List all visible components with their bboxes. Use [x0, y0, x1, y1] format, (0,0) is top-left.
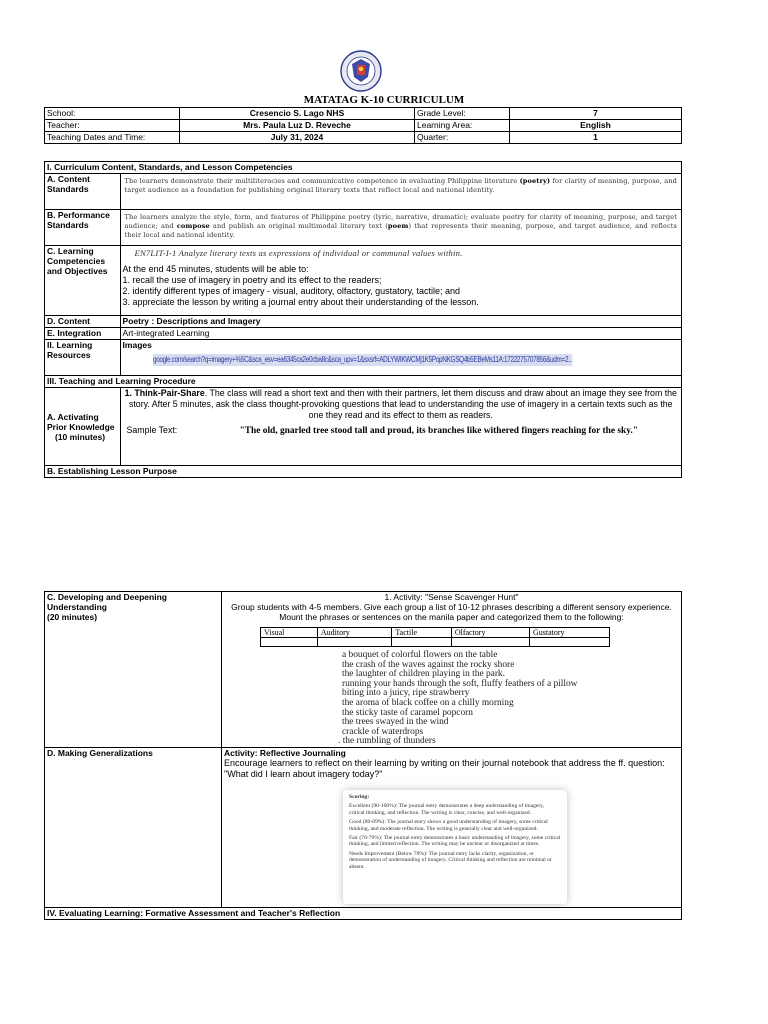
activating-label: A. Activating Prior Knowledge [47, 411, 115, 432]
scoring-fair: Fair (70-79%): The journal entry demonstrates a basic understanding of imagery, some critical thinking, and limited reflection. The writing may be unclear or disorganized at times. [349, 834, 561, 848]
area-value: English [510, 120, 682, 132]
objectives-intro: At the end 45 minutes, students will be able to: [122, 264, 309, 274]
content-label: D. Content [45, 316, 121, 328]
establishing-label: B. Establishing Lesson Purpose [45, 466, 682, 478]
list-item: the laughter of children playing in the park. [342, 669, 505, 680]
list-item: the crash of the waves against the rocky shore [342, 659, 515, 670]
school-value: Cresencio S. Lago NHS [180, 108, 415, 120]
generalizations-label: D. Making Generalizations [45, 747, 222, 907]
integration-label: E. Integration [45, 328, 121, 340]
school-label: School: [45, 108, 180, 120]
think-pair-share-text: 1. Think-Pair-Share. The class will read a short text and then with their partners, let them discuss and draw about an image they see from the story. After 5 minutes, ask the class thought-provoking questions that lead to understanding the use of imagery in a certain texts such as the one they read and its effect to them as readers. [124, 388, 677, 420]
list-item: . the rumbling of thunders [338, 736, 436, 747]
col-auditory: Auditory [317, 628, 391, 638]
deped-seal-icon [340, 50, 382, 92]
list-item: crackle of waterdrops [342, 726, 424, 737]
dates-label: Teaching Dates and Time: [45, 132, 180, 144]
resources-value: Images [122, 340, 152, 350]
content-value: Poetry : Descriptions and Imagery [120, 316, 681, 328]
scoring-title: Scoring: [349, 793, 370, 800]
page-title: MATATAG K-10 CURRICULUM [303, 94, 465, 106]
col-visual: Visual [261, 628, 318, 638]
phrase-list [338, 650, 679, 747]
scoring-needs-improvement: Needs Improvement (Below 70%): The journal entry lacks clarity, organization, or demonstration of understanding of imagery. Critical thinking and reflection are minimal or absent. [349, 850, 552, 870]
sample-text-row [123, 425, 679, 437]
journaling-desc: Encourage learners to reflect on their learning by writing on their journal notebook that address the ff. question: "What did I learn about imagery today?" [224, 757, 665, 779]
scoring-good: Good (80-89%): The journal entry shows a good understanding of imagery, some critical thinking, and moderate reflection. The writing is generally clear and well-organized. [349, 819, 548, 832]
section-3-heading: III. Teaching and Learning Procedure [45, 376, 682, 388]
journaling-title: Activity: Reflective Journaling [224, 747, 346, 758]
resources-link[interactable]: google.com/search?q=imagery+%5C&sca_esv=ea6345ca2e0cba8c&sca_upv=1&sxsrf=ADLYWIKWCMj1K5PopNKGSQ4b5EBeMs11A:1722275707856&udm=2... [152, 355, 573, 364]
objective-2: 2. identify different types of imagery - visual, auditory, olfactory, gustatory, tactile; and [122, 286, 461, 296]
activating-cell [120, 388, 681, 466]
developing-time: (20 minutes) [47, 612, 98, 622]
grade-label: Grade Level: [415, 108, 510, 120]
scavenger-title: 1. Activity: "Sense Scavenger Hunt" [384, 592, 519, 602]
area-label: Learning Area: [415, 120, 510, 132]
content-standards-label: A. Content Standards [45, 174, 121, 210]
sense-category-table [260, 627, 610, 647]
dates-value: July 31, 2024 [180, 132, 415, 144]
developing-label: C. Developing and Deepening Understanding [47, 592, 167, 612]
lesson-table-top [44, 161, 682, 478]
quarter-label: Quarter: [415, 132, 510, 144]
sample-label: Sample Text: [126, 425, 178, 435]
objective-3: 3. appreciate the lesson by writing a journal entry about their understanding of the lesson. [122, 297, 479, 307]
scoring-rubric-card [343, 790, 567, 904]
section-4-heading: IV. Evaluating Learning: Formative Assessment and Teacher's Reflection [45, 907, 682, 919]
teacher-value: Mrs. Paula Luz D. Reveche [180, 120, 415, 132]
competencies-label: C. Learning Competencies and Objectives [45, 246, 121, 316]
objective-1: 1. recall the use of imagery in poetry and its effect to the readers; [122, 275, 382, 285]
list-item: biting into a juicy, ripe strawberry [342, 688, 470, 699]
sample-text: "The old, gnarled tree stood tall and proud, its branches like withered fingers reaching for the sky." [239, 426, 638, 436]
resources-label: II. Learning Resources [45, 340, 121, 376]
performance-standards-label: B. Performance Standards [45, 210, 121, 246]
scoring-excellent: Excellent (90-100%): The journal entry demonstrates a deep understanding of imagery, critical thinking, and reflection. The writing is clear, concise, and well-organized. [349, 803, 545, 816]
grade-value: 7 [510, 108, 682, 120]
generalizations-cell [222, 747, 682, 907]
competencies-cell [120, 246, 681, 316]
quarter-value: 1 [510, 132, 682, 144]
list-item: the trees swayed in the wind [342, 717, 449, 728]
col-olfactory: Olfactory [451, 628, 529, 638]
col-tactile: Tactile [392, 628, 451, 638]
list-item: running your hands through the soft, fluffy feathers of a pillow [342, 678, 578, 689]
competency-code: EN7LIT-I-1 Analyze literary texts as expressions of individual or communal values within. [134, 248, 463, 258]
header-table [44, 107, 682, 144]
performance-standards-text: The learners analyze the style, form, and features of Philippine poetry (lyric, narrative, dramatic); evaluate poetry for clarity of meaning, purpose, and target audience; and compose and publish an original multimodal literary text (poem) that represents their meaning, purpose, and target audience, and reflects their local and national identity. [120, 210, 681, 246]
content-standards-text: The learners demonstrate their multiliteracies and communicative competence in evaluating Philippine literature (poetry) for clarity of meaning, purpose, and target audience as a foundation for publishing original literary texts that reflect local and national identity. [120, 174, 681, 210]
list-item: the sticky taste of caramel popcorn [342, 707, 473, 718]
integration-value: Art-integrated Learning [120, 328, 681, 340]
section-1-heading: I. Curriculum Content, Standards, and Lesson Competencies [45, 162, 682, 174]
resources-cell [120, 340, 681, 376]
list-item: a bouquet of colorful flowers on the table [342, 650, 498, 660]
activating-label-cell [45, 388, 121, 466]
teacher-label: Teacher: [45, 120, 180, 132]
lesson-table-bottom [44, 591, 682, 920]
scavenger-desc: Group students with 4-5 members. Give each group a list of 10-12 phrases describing a different sensory experience. Mount the phrases or sentences on the manila paper and categorized them to the following: [231, 602, 672, 622]
activating-time: (10 minutes) [55, 431, 106, 442]
developing-label-cell [45, 592, 222, 748]
developing-cell [222, 592, 682, 748]
list-item: the aroma of black coffee on a chilly morning [342, 697, 514, 708]
col-gustatory: Gustatory [529, 628, 609, 638]
